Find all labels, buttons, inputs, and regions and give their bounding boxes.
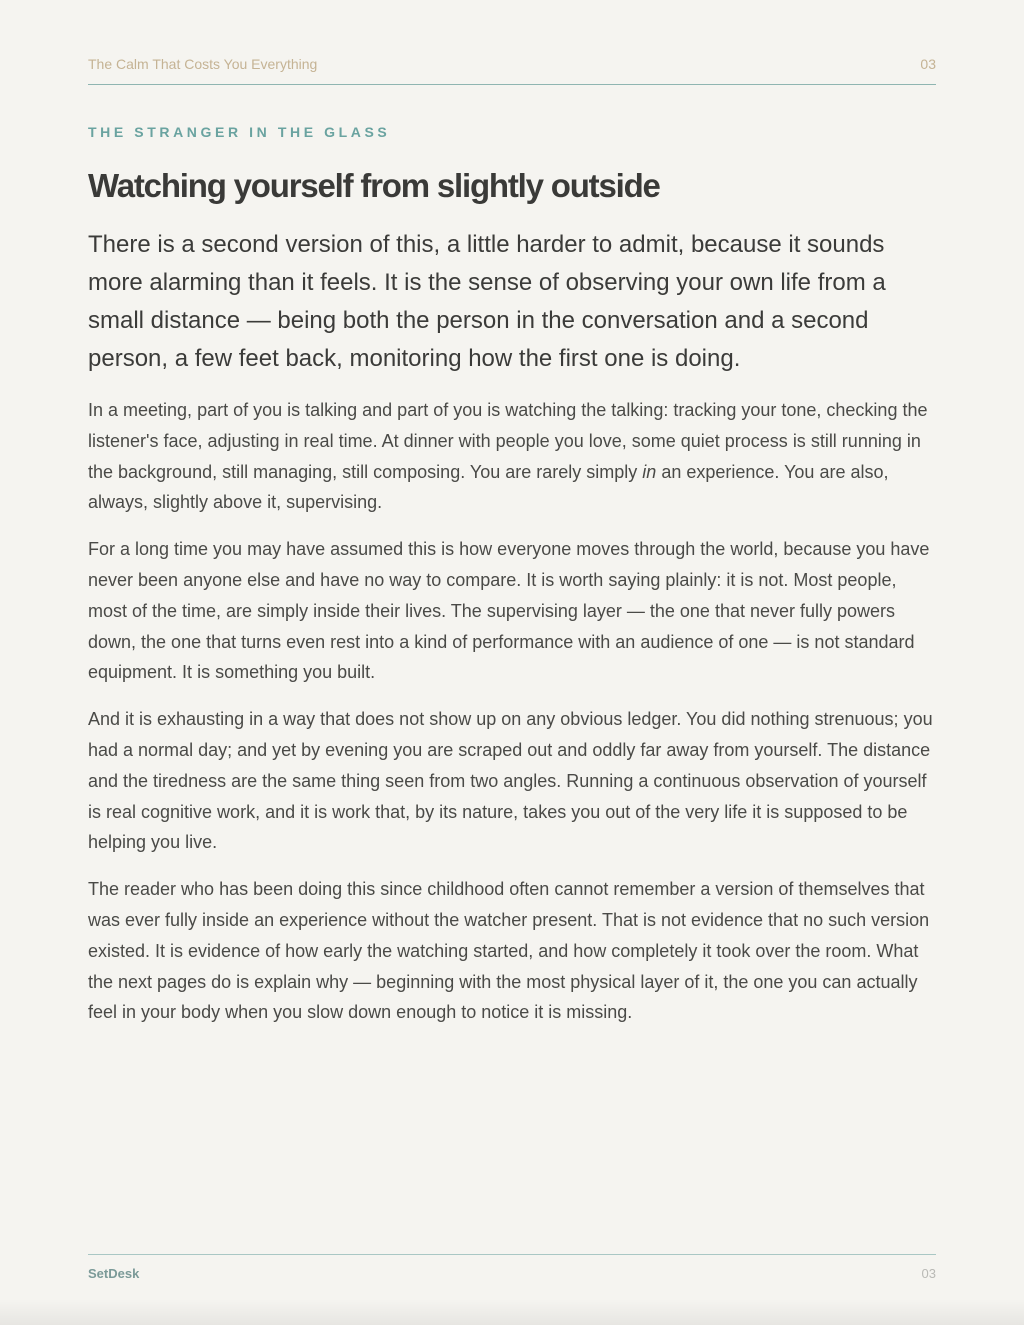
paragraph-1-text-end: an experience. You are also, always, slightly above it, supervising. xyxy=(88,461,889,513)
body-paragraph-1 xyxy=(88,395,938,518)
header-page-number: 03 xyxy=(920,56,936,72)
running-footer xyxy=(88,1266,936,1281)
running-header xyxy=(88,56,936,72)
document-page xyxy=(88,0,936,1325)
footer-page-number: 03 xyxy=(921,1266,936,1281)
body-paragraph-2: For a long time you may have assumed this is how everyone moves through the world, because you have never been anyone else and have no way to compare. It is worth saying plainly: it is not. Most people, most of the time, are simply inside their lives. The supervising layer — the one that never fully powers down, the one that turns even rest into a kind of performance with an audience of one — is not standard equipment. It is something you built. xyxy=(88,539,930,683)
body-paragraph-3: And it is exhausting in a way that does not show up on any obvious ledger. You did nothing strenuous; you had a normal day; and yet by evening you are scraped out and oddly far away from yourself. The distance and the tiredness are the same thing seen from two angles. Running a continuous observation of yourself is real cognitive work, and it is work that, by its nature, takes you out of the very life it is supposed to be helping you live. xyxy=(88,709,933,853)
paragraph-1-emphasis: in xyxy=(642,461,657,482)
body-text xyxy=(88,395,938,1044)
page-bottom-shadow xyxy=(0,1299,1024,1325)
section-eyebrow: THE STRANGER IN THE GLASS xyxy=(88,124,391,140)
footer-divider xyxy=(88,1254,936,1255)
body-paragraph-4: The reader who has been doing this since childhood often cannot remember a version of themselves that was ever fully inside an experience without the watcher present. That is not evidence that no such version existed. It is evidence of how early the watching started, and how completely it took over the room. What the next pages do is explain why — beginning with the most physical layer of it, the one you can actually feel in your body when you slow down enough to notice it is missing. xyxy=(88,879,930,1023)
section-title: Watching yourself from slightly outside xyxy=(88,167,660,204)
brand-name: SetDesk xyxy=(88,1266,140,1281)
book-title: The Calm That Costs You Everything xyxy=(88,56,318,72)
header-divider xyxy=(88,84,936,85)
lede-paragraph: There is a second version of this, a little harder to admit, because it sounds more alarming than it feels. It is the sense of observing your own life from a small distance — being both the person in the conversation and a second person, a few feet back, monitoring how the first one is doing. xyxy=(88,231,886,372)
paragraph-1-text-start: In a meeting, part of you is talking and part of you is watching the talking: tracking your tone, checking the listener's face, adjusting in real time. At dinner with people you love, some quiet process is still running in the background, still managing, still composing. You are rarely simply xyxy=(88,400,928,482)
